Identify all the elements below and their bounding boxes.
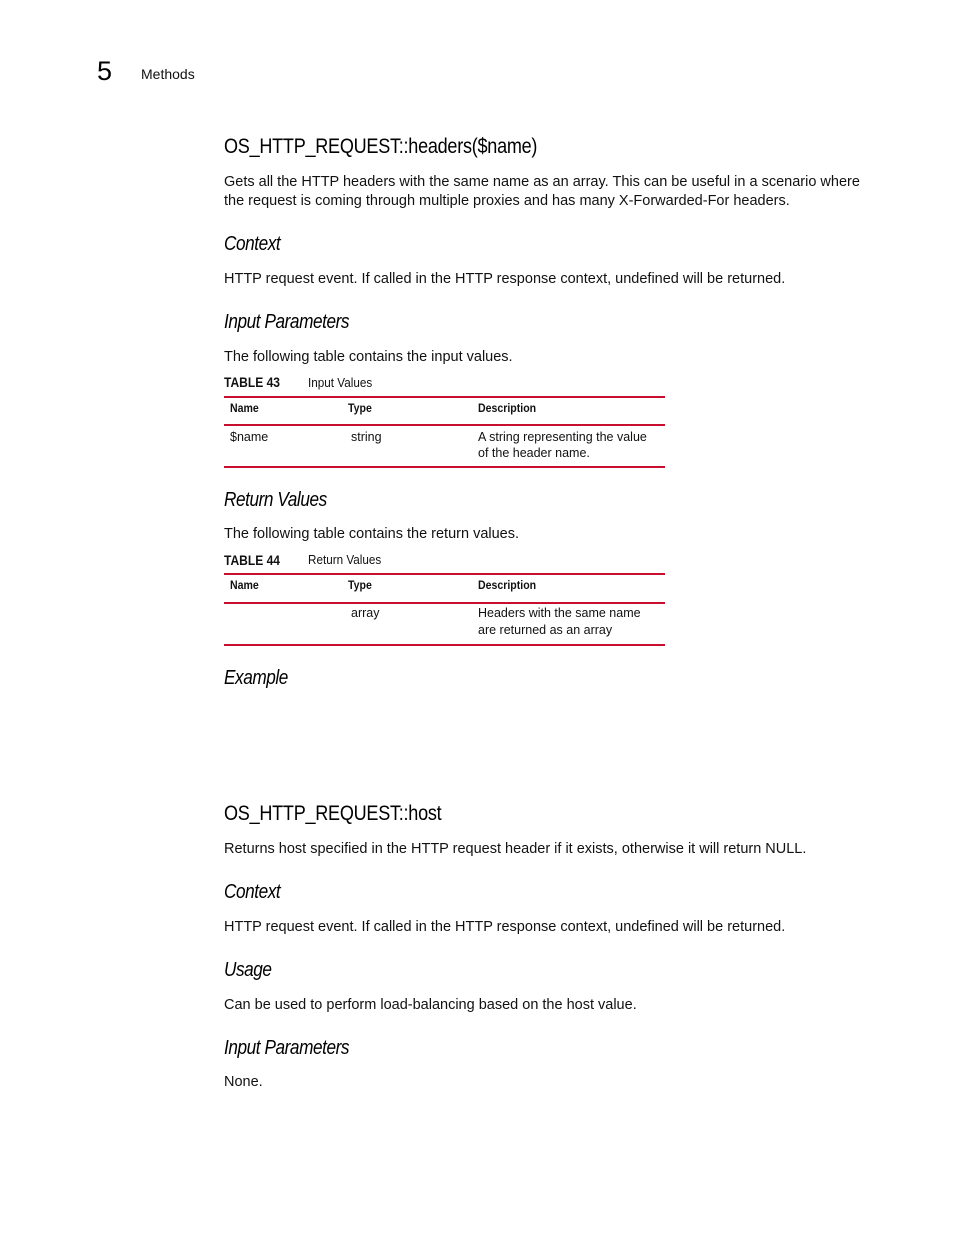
section-description-line2: the request is coming through multiple proxies and has many X-Forwarded-For headers. [224,193,790,209]
input-intro-text: The following table contains the input values. [224,349,513,365]
cell-description-line1: A string representing the value [478,430,647,444]
column-header-name: Name [230,578,259,592]
table-label: TABLE 43 [224,374,280,390]
usage-heading: Usage [224,959,272,981]
column-header-description: Description [478,578,537,592]
table-bottom-rule [224,466,665,468]
table-title: Input Values [308,375,373,390]
column-header-type: Type [348,578,372,592]
table-row [224,426,665,466]
cell-description-line2: are returned as an array [478,623,613,637]
column-header-description: Description [478,401,537,415]
table-title: Return Values [308,552,382,567]
usage-text: Can be used to perform load-balancing based on the host value. [224,997,637,1013]
column-header-name: Name [230,401,259,415]
chapter-title: Methods [141,66,195,82]
cell-description-line2: of the header name. [478,446,590,460]
table-label: TABLE 44 [224,552,280,568]
table-header-row [224,398,665,426]
context-heading: Context [224,881,281,903]
cell-name: $name [230,430,269,444]
input-parameters-text: None. [224,1074,263,1090]
chapter-number: 5 [97,56,113,86]
section-description: Returns host specified in the HTTP request header if it exists, otherwise it will return NULL. [224,841,807,857]
context-text: HTTP request event. If called in the HTTP response context, undefined will be returned. [224,271,786,287]
example-heading: Example [224,667,288,689]
cell-type: string [351,430,382,444]
column-header-type: Type [348,401,372,415]
cell-description-line1: Headers with the same name [478,606,641,620]
input-values-table [224,396,665,470]
section-title-host: OS_HTTP_REQUEST::host [224,802,442,825]
cell-type: array [351,606,380,620]
table-bottom-rule [224,644,665,646]
context-text: HTTP request event. If called in the HTTP response context, undefined will be returned. [224,919,786,935]
section-description-line1: Gets all the HTTP headers with the same name as an array. This can be useful in a scenario where [224,174,860,190]
input-parameters-heading: Input Parameters [224,1037,350,1059]
context-heading: Context [224,233,281,255]
return-values-heading: Return Values [224,489,327,511]
table-header-row [224,575,665,603]
section-title-headers: OS_HTTP_REQUEST::headers($name) [224,135,538,158]
table-row [224,604,665,644]
return-values-table [224,573,665,647]
input-parameters-heading: Input Parameters [224,311,350,333]
return-intro-text: The following table contains the return values. [224,526,520,542]
